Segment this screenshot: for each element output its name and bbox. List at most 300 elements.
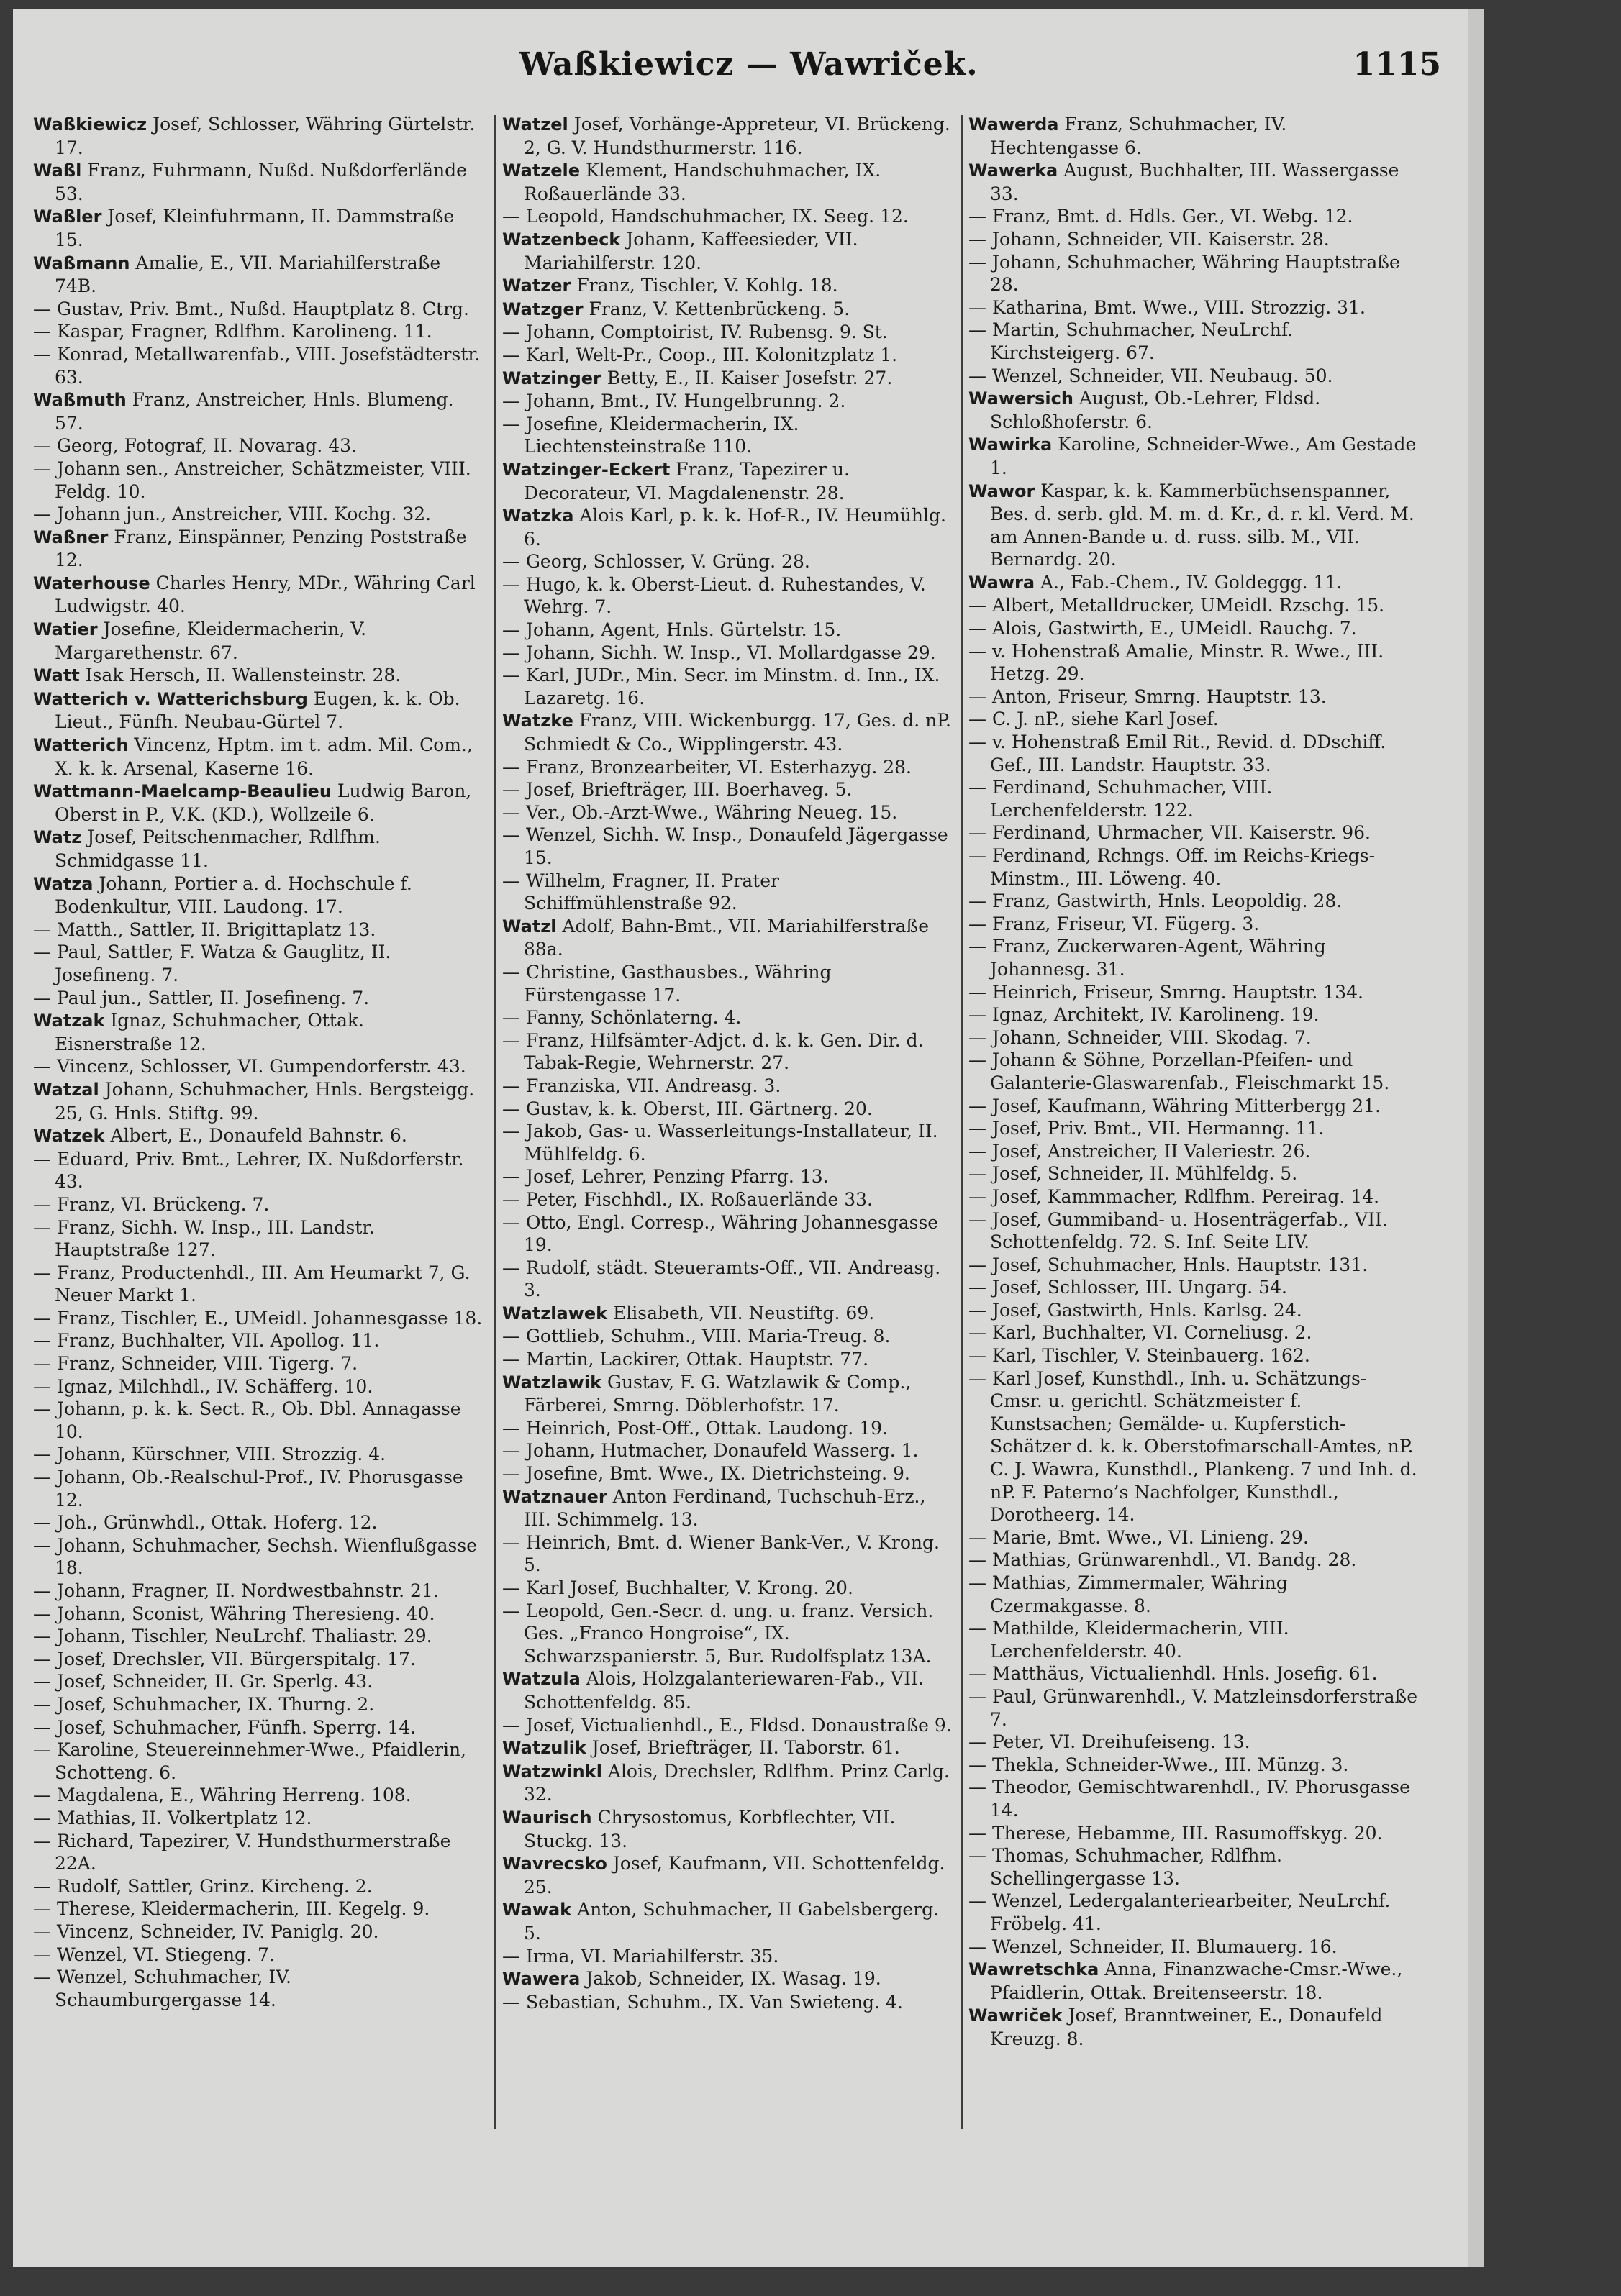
entry-surname: Watzger <box>502 299 584 319</box>
directory-entry <box>33 1055 483 1078</box>
directory-entry <box>33 1898 483 1921</box>
directory-entry <box>968 1254 1419 1277</box>
directory-entry <box>502 1760 953 1806</box>
entry-surname: Watzka <box>502 506 574 527</box>
entry-details: — Karl Josef, Kunsthdl., Inh. u. Schätzungs-Cmsr. u. gerichtl. Schätzmeister f. Kunstsachen; Gemälde- u. Kupferstich-Schätzer d. k. k. Oberstofmarschall-Amtes, nP. C. J. Wawra, Kunsthdl., Plankeng. 7 und Inh. d. nP. F. Paterno’s Nachfolger, Kunsthdl., Dorotheerg. 14. <box>968 1367 1417 1526</box>
directory-entry <box>968 1367 1419 1526</box>
entry-details: Josef, Branntweiner, E., Donaufeld Kreuzg. 8. <box>990 2005 1383 2049</box>
entry-details: — Thomas, Schuhmacher, Rdlfhm. Schellingergasse 13. <box>968 1845 1282 1889</box>
directory-entry <box>33 159 483 205</box>
entry-details: — Ferdinand, Uhrmacher, VII. Kaiserstr. 96. <box>968 822 1371 844</box>
entry-details: — Georg, Schlosser, V. Grüng. 28. <box>502 551 810 573</box>
directory-entry <box>33 1352 483 1375</box>
entry-details: — Johann, Hutmacher, Donaufeld Wasserg. 1. <box>502 1440 919 1462</box>
directory-entry <box>33 1716 483 1739</box>
entry-surname: Wawerda <box>968 114 1059 135</box>
directory-entry <box>33 1670 483 1693</box>
directory-entry <box>502 113 953 159</box>
entry-details: — Ignaz, Architekt, IV. Karolineng. 19. <box>968 1004 1320 1026</box>
entry-surname: Watt <box>33 665 80 686</box>
entry-details: — Josef, Gastwirth, Hnls. Karlsg. 24. <box>968 1299 1302 1321</box>
entry-details: — Franz, Bmt. d. Hdls. Ger., VI. Webg. 12. <box>968 206 1353 227</box>
directory-entry <box>502 1462 953 1485</box>
entry-surname: Wawerka <box>968 160 1058 181</box>
entry-surname: Watzer <box>502 275 571 296</box>
entry-details: — Eduard, Priv. Bmt., Lehrer, IX. Nußdorferstr. 43. <box>33 1148 464 1193</box>
directory-entry <box>502 1257 953 1302</box>
directory-entry <box>33 1443 483 1466</box>
entry-details: — Karl Josef, Buchhalter, V. Krong. 20. <box>502 1577 853 1598</box>
directory-entry <box>502 1991 953 2014</box>
entry-details: — Josef, Schuhmacher, Fünfh. Sperrg. 14. <box>33 1716 417 1738</box>
entry-details: — Vincenz, Schlosser, VI. Gumpendorferstr. 43. <box>33 1056 466 1078</box>
entry-surname: Watzal <box>33 1079 99 1100</box>
directory-entry <box>968 1890 1419 1935</box>
directory-entry <box>968 1276 1419 1299</box>
directory-entry <box>33 1124 483 1148</box>
directory-entry <box>968 1299 1419 1322</box>
entry-surname: Wawirka <box>968 434 1053 455</box>
directory-entry <box>33 1534 483 1580</box>
entry-details: — Rudolf, städt. Steueramts-Off., VII. Andreasg. 3. <box>502 1257 941 1301</box>
directory-entry <box>968 433 1419 479</box>
entry-details: Johann, Portier a. d. Hochschule f. Bodenkultur, VIII. Laudong. 17. <box>55 873 412 918</box>
directory-entry <box>968 1572 1419 1617</box>
entry-details: — Franz, Hilfsämter-Adjct. d. k. k. Gen. Dir. d. Tabak-Regie, Wehrnerstr. 27. <box>502 1029 924 1074</box>
entry-details: — Ignaz, Milchhdl., IV. Schäfferg. 10. <box>33 1375 373 1397</box>
entry-details: — Georg, Fotograf, II. Novarag. 43. <box>33 435 357 457</box>
directory-entry <box>502 205 953 228</box>
directory-entry <box>968 1049 1419 1094</box>
directory-entry <box>33 1648 483 1671</box>
directory-entry <box>33 434 483 457</box>
entry-details: — Wenzel, Ledergalanteriearbeiter, NeuLrchf. Fröbelg. 41. <box>968 1890 1391 1934</box>
directory-entry <box>33 1511 483 1534</box>
directory-entry <box>33 1009 483 1055</box>
directory-entry <box>968 113 1419 159</box>
entry-details: — Marie, Bmt. Wwe., VI. Linieng. 29. <box>968 1526 1309 1548</box>
entry-details: Franz, Anstreicher, Hnls. Blumeng. 57. <box>55 389 454 434</box>
entry-details: — Therese, Hebamme, III. Rasumoffskyg. 20. <box>968 1822 1383 1844</box>
entry-details: — Konrad, Metallwarenfab., VIII. Josefstädterstr. 63. <box>33 343 481 388</box>
directory-entry <box>968 480 1419 571</box>
entry-surname: Watzwinkl <box>502 1761 602 1782</box>
entry-details: — Paul jun., Sattler, II. Josefineng. 7. <box>33 987 370 1008</box>
directory-entry <box>968 1958 1419 2004</box>
entry-details: — Johann, Kürschner, VIII. Strozzig. 4. <box>33 1444 386 1465</box>
entry-details: — Martin, Lackirer, Ottak. Hauptstr. 77. <box>502 1349 869 1370</box>
directory-entry <box>502 1485 953 1531</box>
entry-details: — Richard, Tapezirer, V. Hundsthurmerstraße 22A. <box>33 1830 451 1874</box>
entry-details: — Joh., Grünwhdl., Ottak. Hoferg. 12. <box>33 1512 378 1534</box>
directory-entry <box>33 1375 483 1398</box>
entry-details: — Franz, Buchhalter, VII. Apollog. 11. <box>33 1330 380 1352</box>
entry-details: — Karl, Buchhalter, VI. Corneliusg. 2. <box>968 1322 1312 1344</box>
directory-entry <box>33 1784 483 1807</box>
entry-details: Franz, VIII. Wickenburgg. 17, Ges. d. nP. Schmiedt & Co., Wipplingerstr. 43. <box>524 710 951 755</box>
entry-details: — Josef, Kammmacher, Rdlfhm. Pereirag. 14. <box>968 1185 1380 1207</box>
entry-details: — Jakob, Gas- u. Wasserleitungs-Installateur, II. Mühlfeldg. 6. <box>502 1121 938 1165</box>
directory-entry <box>33 664 483 688</box>
directory-entry <box>502 1852 953 1898</box>
page-edge-shadow <box>1468 9 1484 2267</box>
directory-entry <box>33 1739 483 1784</box>
entry-details: Franz, Tischler, V. Kohlg. 18. <box>571 275 838 296</box>
entry-details: Franz, Schuhmacher, IV. Hechtengasse 6. <box>990 114 1287 158</box>
entry-details: — Theodor, Gemischtwarenhdl., IV. Phorusgasse 14. <box>968 1777 1410 1821</box>
directory-entry <box>33 1807 483 1830</box>
directory-entry <box>33 457 483 503</box>
directory-entry <box>968 205 1419 228</box>
directory-entry <box>968 1321 1419 1344</box>
entry-details: Elisabeth, VII. Neustiftg. 69. <box>607 1302 875 1324</box>
directory-entry <box>33 826 483 872</box>
entry-details: — Johann, Comptoirist, IV. Rubensg. 9. St. <box>502 322 888 343</box>
directory-entry <box>33 1329 483 1352</box>
entry-details: — Alois, Gastwirth, E., UMeidl. Rauchg. 7. <box>968 618 1357 639</box>
directory-entry <box>968 1026 1419 1049</box>
directory-entry <box>968 2004 1419 2050</box>
entry-details: — Ferdinand, Rchngs. Off. im Reichs-Kriegs-Minstm., III. Löweng. 40. <box>968 845 1376 889</box>
directory-entry <box>502 778 953 801</box>
column-middle <box>502 113 953 2242</box>
column-right <box>968 113 1419 2242</box>
entry-surname: Waßler <box>33 206 102 227</box>
entry-details: — Johann, Ob.-Realschul-Prof., IV. Phorusgasse 12. <box>33 1467 463 1511</box>
directory-entry <box>33 1262 483 1307</box>
directory-entry <box>502 550 953 573</box>
entry-surname: Watzinger <box>502 368 601 388</box>
entry-details: — Wenzel, Schneider, II. Blumauerg. 16. <box>968 1936 1338 1957</box>
entry-details: — Josef, Schuhmacher, Hnls. Hauptstr. 131. <box>968 1254 1368 1275</box>
entry-details: — Heinrich, Post-Off., Ottak. Laudong. 19. <box>502 1417 888 1439</box>
entry-details: — Ver., Ob.-Arzt-Wwe., Währing Neueg. 15. <box>502 801 898 823</box>
entry-details: — Josef, Lehrer, Penzing Pfarrg. 13. <box>502 1166 829 1188</box>
entry-details: — Fanny, Schönlaterng. 4. <box>502 1007 742 1029</box>
entry-surname: Watza <box>33 873 94 894</box>
directory-entry <box>33 1603 483 1626</box>
directory-entry <box>502 504 953 550</box>
directory-entry <box>33 320 483 343</box>
directory-entry <box>33 873 483 919</box>
page-number: 1115 <box>1353 46 1441 83</box>
directory-entry <box>502 642 953 665</box>
directory-entry <box>33 252 483 298</box>
directory-entry <box>502 367 953 391</box>
entry-details: — Matth., Sattler, II. Brigittaplatz 13. <box>33 919 376 940</box>
entry-details: — Martin, Schuhmacher, NeuLrchf. Kirchsteigerg. 67. <box>968 319 1294 363</box>
entry-surname: Wawretschka <box>968 1959 1099 1980</box>
directory-entry <box>968 1117 1419 1140</box>
directory-entry <box>502 321 953 344</box>
entry-details: — Franz, VI. Brückeng. 7. <box>33 1193 270 1215</box>
directory-entry <box>968 685 1419 709</box>
directory-entry <box>33 688 483 734</box>
directory-entry <box>502 1075 953 1098</box>
entry-surname: Watzinger-Eckert <box>502 459 671 480</box>
directory-entry <box>33 1398 483 1443</box>
directory-entry <box>968 387 1419 433</box>
column-divider <box>961 115 963 2129</box>
entry-details: — Josef, Priv. Bmt., VII. Hermanng. 11. <box>968 1118 1325 1139</box>
directory-entry <box>33 113 483 159</box>
entry-details: — Johann & Söhne, Porzellan-Pfeifen- und Galanterie-Glaswarenfab., Fleischmarkt 15. <box>968 1049 1390 1093</box>
entry-details: August, Ob.-Lehrer, Fldsd. Schloßhoferstr. 6. <box>990 388 1321 432</box>
entry-details: — Wenzel, Schneider, VII. Neubaug. 50. <box>968 365 1333 386</box>
directory-entry <box>33 1148 483 1193</box>
entry-details: — Christine, Gasthausbes., Währing Fürstengasse 17. <box>502 961 832 1006</box>
entry-details: Franz, Tapezirer u. Decorateur, VI. Magdalenenstr. 28. <box>524 458 850 504</box>
directory-entry <box>502 344 953 367</box>
directory-entry <box>33 503 483 526</box>
directory-entry <box>968 1754 1419 1777</box>
directory-entry <box>502 619 953 642</box>
directory-entry <box>968 594 1419 617</box>
entry-details: — Karl, Tischler, V. Steinbauerg. 162. <box>968 1345 1310 1367</box>
directory-entry <box>33 1216 483 1262</box>
entry-details: — Johann, Sichh. W. Insp., VI. Mollardgasse 29. <box>502 642 936 663</box>
entry-details: August, Buchhalter, III. Wassergasse 33. <box>990 160 1399 204</box>
directory-entry <box>502 1165 953 1188</box>
directory-entry <box>33 919 483 942</box>
entry-surname: Waßner <box>33 527 109 547</box>
entry-details: Eugen, k. k. Ob. Lieut., Fünfh. Neubau-Gürtel 7. <box>55 688 460 733</box>
directory-entry <box>502 1029 953 1075</box>
entry-details: — Johann sen., Anstreicher, Schätzmeister, VIII. Feldg. 10. <box>33 457 471 502</box>
entry-surname: Wawersich <box>968 388 1073 409</box>
directory-entry <box>33 618 483 664</box>
entry-details: — C. J. nP., siehe Karl Josef. <box>968 709 1219 730</box>
directory-entry <box>502 1531 953 1577</box>
directory-entry <box>33 1078 483 1124</box>
directory-entry <box>968 1776 1419 1821</box>
directory-entry <box>968 1185 1419 1208</box>
entry-surname: Watzlawek <box>502 1303 608 1324</box>
entry-surname: Watzel <box>502 114 568 135</box>
entry-details: — Heinrich, Bmt. d. Wiener Bank-Ver., V. Krong. 5. <box>502 1531 940 1576</box>
directory-entry <box>968 1617 1419 1662</box>
entry-surname: Watzulik <box>502 1738 586 1759</box>
entry-surname: Waßl <box>33 160 82 181</box>
entry-details: — Josef, Briefträger, III. Boerhaveg. 5. <box>502 779 853 801</box>
directory-entry <box>502 1371 953 1417</box>
entry-details: — Heinrich, Friseur, Smrng. Hauptstr. 134. <box>968 981 1363 1003</box>
entry-details: — Josef, Drechsler, VII. Bürgerspitalg. 17. <box>33 1648 416 1669</box>
entry-details: Karoline, Schneider-Wwe., Am Gestade 1. <box>990 434 1417 478</box>
directory-entry <box>502 1120 953 1165</box>
entry-details: Amalie, E., VII. Mariahilferstraße 74B. <box>55 252 441 297</box>
entry-surname: Waßmuth <box>33 390 127 411</box>
directory-entry <box>33 780 483 826</box>
directory-entry <box>968 708 1419 731</box>
entry-details: — Johann, Sconist, Währing Theresieng. 40. <box>33 1603 435 1624</box>
entry-surname: Wawra <box>968 572 1035 593</box>
entry-details: Kaspar, k. k. Kammerbüchsenspanner, Bes. d. serb. gld. M. m. d. Kr., d. r. kl. Verd. M. am Annen-Bande u. d. russ. silb. M., VII. Bernardg. 20. <box>990 480 1415 570</box>
directory-entry <box>502 961 953 1006</box>
entry-details: — Katharina, Bmt. Wwe., VIII. Strozzig. 31. <box>968 296 1366 318</box>
directory-entry <box>968 913 1419 936</box>
directory-entry <box>968 776 1419 821</box>
entry-details: — Josef, Schuhmacher, IX. Thurng. 2. <box>33 1693 375 1715</box>
entry-details: — Matthäus, Victualienhdl. Hnls. Josefig. 61. <box>968 1663 1378 1685</box>
entry-details: Jakob, Schneider, IX. Wasag. 19. <box>580 1968 881 1990</box>
entry-details: — Gustav, Priv. Bmt., Nußd. Hauptplatz 8. Ctrg. <box>33 298 470 319</box>
column-left <box>33 113 483 2242</box>
entry-details: — Johann, p. k. k. Sect. R., Ob. Dbl. Annagasse 10. <box>33 1398 461 1442</box>
directory-entry <box>33 1875 483 1898</box>
entry-details: — Franz, Tischler, E., UMeidl. Johannesgasse 18. <box>33 1307 483 1329</box>
entry-details: — Mathias, II. Volkertplatz 12. <box>33 1807 312 1828</box>
directory-entry <box>33 1921 483 1944</box>
directory-entry <box>33 1966 483 2011</box>
entry-details: Franz, V. Kettenbrückeng. 5. <box>583 298 850 319</box>
directory-entry <box>502 870 953 915</box>
entry-details: Anton, Schuhmacher, II Gabelsbergerg. 5. <box>524 1899 940 1944</box>
directory-entry <box>968 1162 1419 1185</box>
directory-entry <box>968 1208 1419 1254</box>
entry-details: — Paul, Sattler, F. Watza & Gauglitz, II. Josefineng. 7. <box>33 942 391 985</box>
entry-details: — Karl, JUDr., Min. Secr. im Minstm. d. Inn., IX. Lazaretg. 16. <box>502 665 940 709</box>
directory-entry <box>502 1736 953 1760</box>
entry-details: — Magdalena, E., Währing Herreng. 108. <box>33 1785 412 1806</box>
directory-entry <box>33 1580 483 1603</box>
entry-surname: Wattmann-Maelcamp-Beaulieu <box>33 781 332 802</box>
directory-entry <box>968 890 1419 913</box>
entry-details: — Albert, Metalldrucker, UMeidl. Rzschg. 15. <box>968 595 1385 616</box>
directory-entry <box>33 734 483 780</box>
directory-entry <box>33 1693 483 1716</box>
entry-details: — Josef, Kaufmann, Währing Mitterbergg 21. <box>968 1095 1381 1116</box>
directory-entry <box>33 205 483 251</box>
entry-details: Josef, Kaufmann, VII. Schottenfeldg. 25. <box>524 1853 945 1898</box>
entry-details: — Leopold, Handschuhmacher, IX. Seeg. 12. <box>502 206 909 227</box>
entry-details: — v. Hohenstraß Emil Rit., Revid. d. DDschiff. Gef., III. Landstr. Hauptstr. 33. <box>968 732 1386 775</box>
directory-entry <box>502 1806 953 1852</box>
directory-entry <box>502 1898 953 1944</box>
entry-details: Gustav, F. G. Watzlawik & Comp., Färberei, Smrng. Döblerhofstr. 17. <box>524 1371 912 1416</box>
directory-entry <box>33 1944 483 1967</box>
entry-details: — Franziska, VII. Andreasg. 3. <box>502 1075 781 1096</box>
entry-details: Alois, Holzgalanteriewaren-Fab., VII. Schottenfeldg. 85. <box>524 1668 924 1713</box>
directory-entry <box>968 1003 1419 1026</box>
directory-entry <box>502 1348 953 1371</box>
entry-surname: Wawriček <box>968 2005 1063 2026</box>
directory-entry <box>968 981 1419 1004</box>
directory-entry <box>968 1344 1419 1367</box>
directory-entry <box>502 1098 953 1121</box>
entry-details: — Franz, Productenhdl., III. Am Heumarkt 7, G. Neuer Markt 1. <box>33 1262 471 1306</box>
directory-entry <box>968 821 1419 844</box>
entry-details: — Franz, Friseur, VI. Fügerg. 3. <box>968 913 1260 934</box>
directory-entry <box>968 1731 1419 1754</box>
entry-details: — Paul, Grünwarenhdl., V. Matzleinsdorferstraße 7. <box>968 1685 1417 1730</box>
entry-details: — Johann, Schuhmacher, Währing Hauptstraße 28. <box>968 251 1400 296</box>
entry-details: — Franz, Gastwirth, Hnls. Leopoldig. 28. <box>968 890 1343 912</box>
entry-details: — Wenzel, VI. Stiegeng. 7. <box>33 1944 275 1965</box>
directory-entry <box>968 319 1419 364</box>
entry-surname: Watzke <box>502 711 573 732</box>
entry-surname: Watier <box>33 619 98 640</box>
directory-entry <box>968 1140 1419 1163</box>
entry-details: — Wenzel, Sichh. W. Insp., Donaufeld Jägergasse 15. <box>502 824 948 868</box>
directory-entry <box>33 1466 483 1511</box>
directory-entry <box>502 159 953 205</box>
entry-details: Alois, Drechsler, Rdlfhm. Prinz Carlg. 32. <box>524 1760 950 1805</box>
directory-entry <box>502 274 953 298</box>
entry-surname: Waterhouse <box>33 573 150 593</box>
entry-details: — Josef, Schneider, II. Mühlfeldg. 5. <box>968 1163 1298 1185</box>
entry-details: — Johann, Tischler, NeuLrchf. Thaliastr. 29. <box>33 1626 432 1647</box>
directory-entry <box>502 1302 953 1326</box>
entry-details: Albert, E., Donaufeld Bahnstr. 6. <box>104 1125 407 1147</box>
directory-entry <box>968 1822 1419 1845</box>
column-divider <box>494 115 496 2129</box>
entry-details: — Johann, Schuhmacher, Sechsh. Wienflußgasse 18. <box>33 1534 477 1579</box>
entry-details: — Johann, Fragner, II. Nordwestbahnstr. 21. <box>33 1580 439 1601</box>
entry-details: — Thekla, Schneider-Wwe., III. Münzg. 3. <box>968 1754 1349 1775</box>
directory-entry <box>502 709 953 755</box>
entry-details: Charles Henry, MDr., Währing Carl Ludwigstr. 40. <box>55 572 476 617</box>
directory-entry <box>502 1188 953 1211</box>
directory-entry <box>502 1211 953 1257</box>
entry-details: — Josefine, Bmt. Wwe., IX. Dietrichsteing. 9. <box>502 1463 910 1485</box>
entry-details: — Josefine, Kleidermacherin, IX. Liechtensteinstraße 110. <box>502 413 799 457</box>
running-head: Waßkiewicz — Wawriček. <box>519 46 978 83</box>
directory-entry <box>968 296 1419 319</box>
directory-entry <box>968 844 1419 890</box>
entry-details: — Vincenz, Schneider, IV. Paniglg. 20. <box>33 1921 379 1942</box>
entry-details: Chrysostomus, Korbflechter, VII. Stuckg. 13. <box>524 1806 896 1851</box>
entry-surname: Watterich <box>33 735 129 756</box>
directory-entry <box>502 1967 953 1991</box>
directory-entry <box>968 935 1419 980</box>
entry-details: Anna, Finanzwache-Cmsr.-Wwe., Pfaidlerin, Ottak. Breitenseerstr. 18. <box>990 1959 1403 2003</box>
entry-details: Franz, Einspänner, Penzing Poststraße 12. <box>55 526 467 571</box>
entry-details: Ignaz, Schuhmacher, Ottak. Eisnerstraße 12. <box>55 1010 364 1054</box>
directory-entry <box>502 413 953 458</box>
entry-details: — Ferdinand, Schuhmacher, VIII. Lerchenfelderstr. 122. <box>968 777 1273 821</box>
directory-entry <box>968 640 1419 685</box>
directory-entry <box>502 298 953 322</box>
directory-entry <box>968 1936 1419 1959</box>
directory-entry <box>968 1549 1419 1572</box>
directory-page <box>13 9 1484 2267</box>
entry-surname: Watterich v. Watterichsburg <box>33 688 308 709</box>
entry-details: — Peter, VI. Dreihufeiseng. 13. <box>968 1731 1250 1753</box>
entry-details: A., Fab.-Chem., IV. Goldeggg. 11. <box>1035 571 1343 593</box>
entry-details: — Gottlieb, Schuhm., VIII. Maria-Treug. 8. <box>502 1326 891 1347</box>
entry-details: — Rudolf, Sattler, Grinz. Kircheng. 2. <box>33 1875 373 1897</box>
entry-details: — Johann jun., Anstreicher, VIII. Kochg. 32. <box>33 504 432 525</box>
directory-entry <box>502 228 953 274</box>
directory-entry <box>968 1526 1419 1549</box>
directory-entry <box>968 617 1419 640</box>
directory-entry <box>502 1439 953 1462</box>
entry-details: — Josef, Gummiband- u. Hosenträgerfab., VII. Schottenfeldg. 72. S. Inf. Seite LIV. <box>968 1208 1388 1253</box>
entry-details: — Franz, Bronzearbeiter, VI. Esterhazyg. 28. <box>502 756 912 778</box>
directory-entry <box>968 1095 1419 1118</box>
directory-entry <box>968 1685 1419 1731</box>
entry-details: Anton Ferdinand, Tuchschuh-Erz., III. Schimmelg. 13. <box>524 1485 926 1531</box>
entry-surname: Waurisch <box>502 1807 592 1828</box>
directory-entry <box>968 228 1419 251</box>
directory-entry <box>33 987 483 1010</box>
directory-entry <box>502 1714 953 1737</box>
entry-details: — Josef, Schneider, II. Gr. Sperlg. 43. <box>33 1671 373 1693</box>
entry-details: — Otto, Engl. Corresp., Währing Johannesgasse 19. <box>502 1211 939 1256</box>
directory-entry <box>502 664 953 709</box>
entry-surname: Wawak <box>502 1900 572 1921</box>
